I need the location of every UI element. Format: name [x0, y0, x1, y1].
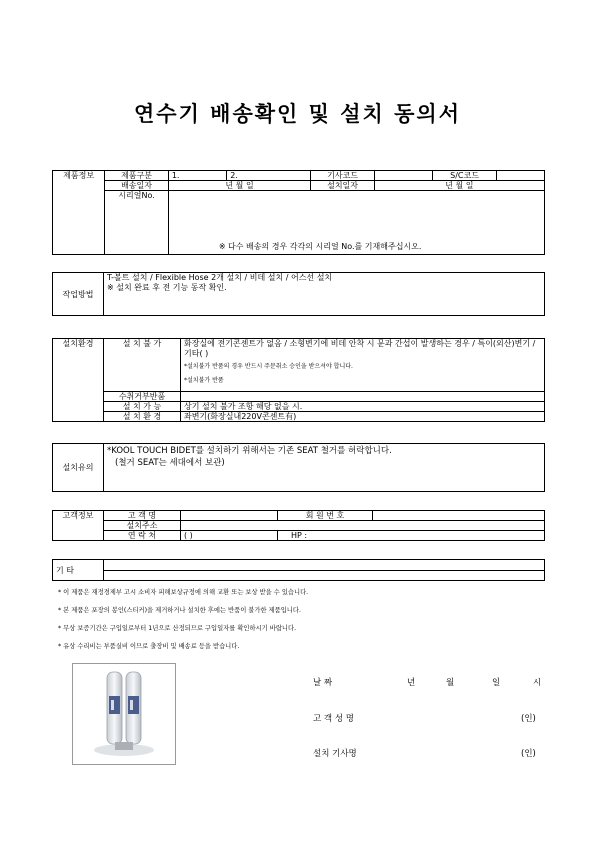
note-1: * 이 제품은 재정경제부 고시 소비자 피해보상규정에 의해 교환 또는 보상 받을 수 있습니다.: [58, 589, 309, 596]
contact-label: 연 락 처: [104, 531, 181, 541]
work-line-2: ※ 설치 완료 후 전 기능 동작 확인.: [104, 283, 545, 316]
etc-table: [52, 559, 545, 581]
work-method-table: [52, 272, 545, 316]
product-section-label: 제품정보: [53, 171, 105, 255]
delivery-date-field[interactable]: 년 월 일: [168, 181, 310, 191]
member-number-label: 회 원 번 호: [278, 511, 373, 521]
etc-field-2[interactable]: [104, 570, 545, 581]
sign-hour: 시: [533, 678, 542, 688]
customer-info-table: [52, 510, 545, 541]
work-line-1: T-볼트 설치 / Flexible Hose 2개 설치 / 비데 설치 / 어스선 설치: [104, 273, 545, 283]
page-title: 연수기 배송확인 및 설치 동의서: [134, 102, 461, 126]
caution-section-label: 설치유의: [53, 444, 104, 492]
customer-name-label: 고 객 명: [104, 511, 181, 521]
impossible-text: 화장실에 전기콘센트가 없음 / 소형변기에 비데 안착 시 문과 간섭이 발생하는 경우 / 특이(외산)변기 / 기타( ): [184, 339, 536, 358]
address-field[interactable]: [181, 521, 545, 531]
note-4: * 유상 수리비는 부품실비 이므로 출장비 및 배송료 등을 받습니다.: [58, 643, 240, 650]
address-label: 설치주소: [104, 521, 181, 531]
category-1[interactable]: 1.: [168, 171, 226, 181]
impossible-cell: [181, 339, 545, 392]
sc-code-label: S/C코드: [433, 171, 497, 181]
serial-field[interactable]: [168, 191, 544, 255]
customer-name-field[interactable]: [181, 511, 278, 521]
caution-cell: [104, 444, 545, 492]
serial-note: ※ 다수 배송의 경우 각각의 시리얼 No.를 기재해주십시오.: [218, 242, 422, 251]
install-date-field[interactable]: 년 월 일: [374, 181, 544, 191]
bidet-product-icon: [73, 664, 175, 764]
caution-line-2: (철거 SEAT는 세대에서 보관): [115, 458, 225, 468]
customer-seal[interactable]: (인): [521, 714, 536, 724]
note-2: * 본 제품은 포장의 봉인(스티커)을 제거하거나 설치한 후에는 반품이 불가한 제품입니다.: [58, 607, 301, 614]
contact-value: ( ): [184, 531, 193, 540]
caution-line-1: *KOOL TOUCH BIDET를 설치하기 위해서는 기존 SEAT 철거를 허락합니다.: [107, 446, 392, 456]
impossible-note-2: *설치불가 반품: [184, 377, 224, 384]
hp-field[interactable]: [278, 531, 545, 541]
customer-section-label: 고객정보: [53, 511, 104, 541]
sign-day: 일: [492, 678, 501, 688]
impossible-note-1: *설치불가 반품의 경우 반드시 주문취소 승인을 받으셔야 합니다.: [184, 363, 353, 370]
contact-field[interactable]: [181, 531, 278, 541]
member-number-field[interactable]: [373, 511, 545, 521]
product-image: [72, 663, 176, 765]
model-code-field[interactable]: [374, 171, 432, 181]
sign-date-label: 날 짜: [313, 678, 333, 688]
install-env-table: [52, 338, 545, 422]
product-info-table: [52, 170, 545, 255]
note-3: * 무상 보증기간은 구입일로부터 1년으로 산정되므로 구입일자를 확인하시기 바랍니다.: [58, 625, 297, 632]
work-section-label: 작업방법: [53, 273, 104, 316]
condition-label: 설 치 환 경: [104, 412, 181, 422]
installer-signature-label: 설치 기사명: [313, 749, 357, 759]
customer-signature-label: 고 객 성 명: [313, 714, 354, 724]
installer-seal[interactable]: (인): [521, 749, 536, 759]
caution-table: [52, 443, 545, 492]
sc-code-field[interactable]: [496, 171, 544, 181]
condition-text: 좌변기(화장실내220V콘센트有): [181, 412, 545, 422]
impossible-label: 설 치 불 가: [104, 339, 181, 392]
category-2[interactable]: 2.: [227, 171, 311, 181]
refuse-label: 수취거부반품: [104, 392, 181, 402]
sign-month: 월: [446, 678, 455, 688]
category-label: 제품구분: [105, 171, 169, 181]
delivery-date-label: 배송일자: [105, 181, 169, 191]
install-date-label: 설치일자: [311, 181, 375, 191]
env-section-label: 설치환경: [53, 339, 104, 422]
serial-label: 시리얼No.: [105, 191, 169, 244]
possible-text: 상기 설치 불가 조항 해당 없을 시.: [181, 402, 545, 412]
etc-section-label: 기 타: [53, 560, 104, 581]
model-code-label: 기사코드: [311, 171, 375, 181]
refuse-field[interactable]: [181, 392, 545, 402]
hp-label: HP :: [291, 531, 308, 540]
possible-label: 설 치 가 능: [104, 402, 181, 412]
etc-field-1[interactable]: [104, 560, 545, 571]
serial-label-cont: [105, 243, 169, 254]
sign-year: 년: [407, 678, 416, 688]
